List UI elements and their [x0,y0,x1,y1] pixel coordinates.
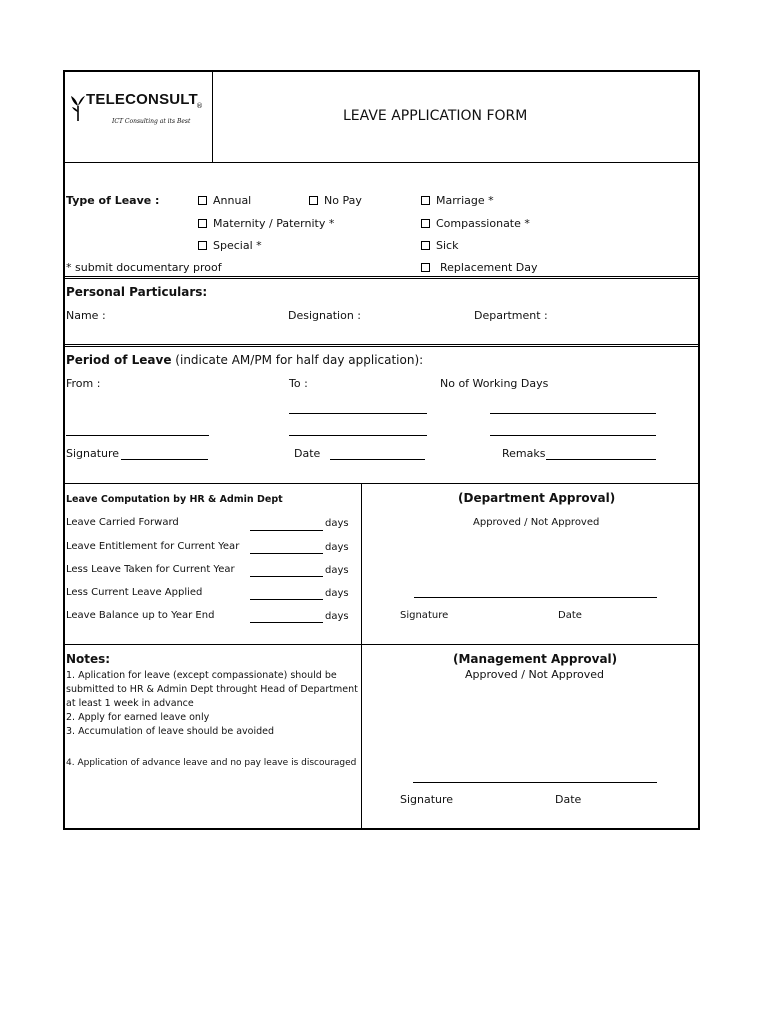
option-label: No Pay [324,194,362,207]
days-input-line[interactable] [250,576,323,577]
days-unit: days [325,518,349,529]
leave-option-special[interactable] [198,239,262,252]
option-label: Annual [213,194,252,207]
documentary-proof-note: * submit documentary proof [66,261,222,274]
option-label: Compassionate * [436,217,530,230]
option-label: Replacement Day [440,261,538,274]
divider [361,483,362,830]
leave-option-maternity[interactable] [198,217,334,230]
note-item: 4. Application of advance leave and no pay leave is discouraged [66,758,357,768]
mgmt-approval-status: Approved / Not Approved [465,668,604,681]
dept-date-label: Date [558,610,582,621]
dept-signature-line[interactable] [414,597,657,598]
computation-row: Leave Entitlement for Current Year [66,541,240,552]
days-unit: days [325,588,349,599]
mgmt-signature-line[interactable] [413,782,657,783]
mgmt-approval-heading: (Management Approval) [453,652,618,666]
personal-heading: Personal Particulars: [66,285,208,299]
page-title: LEAVE APPLICATION FORM [343,108,528,124]
logo-text: TELECONSULT [86,91,198,108]
divider [212,70,213,162]
leave-option-replacement[interactable] [421,261,538,274]
from-date-line[interactable] [66,435,209,436]
period-heading [66,353,423,367]
checkbox-icon[interactable] [421,263,430,272]
notes-heading: Notes: [66,652,111,666]
dept-signature-label: Signature [400,610,449,621]
option-label: Marriage * [436,194,494,207]
logo-tagline: ICT Consulting at its Best [112,118,191,125]
checkbox-icon[interactable] [198,219,207,228]
days-input-line[interactable] [250,553,323,554]
divider [63,162,700,163]
option-label: Special * [213,239,262,252]
logo-icon [70,94,86,122]
checkbox-icon[interactable] [421,219,430,228]
name-label: Name : [66,309,106,322]
registered-mark: ® [196,102,203,110]
to-date-line-2[interactable] [289,435,427,436]
checkbox-icon[interactable] [421,241,430,250]
days-input-line[interactable] [250,622,323,623]
period-heading-text: Period of Leave [66,353,172,367]
leave-type-label: Type of Leave : [66,194,160,207]
divider [63,278,700,279]
checkbox-icon[interactable] [198,241,207,250]
remarks-line[interactable] [546,459,656,460]
leave-option-compassionate[interactable] [421,217,530,230]
option-label: Maternity / Paternity * [213,217,335,230]
leave-option-marriage[interactable] [421,194,494,207]
computation-row: Leave Carried Forward [66,517,179,528]
note-item: 2. Apply for earned leave only [66,712,210,723]
date-line[interactable] [330,459,425,460]
from-label: From : [66,377,101,390]
divider [63,346,700,347]
note-item: 3. Accumulation of leave should be avoided [66,726,274,737]
mgmt-signature-label: Signature [400,793,454,806]
divider [63,276,700,277]
period-heading-note: (indicate AM/PM for half day application): [175,353,424,367]
option-label: Sick [436,239,459,252]
leave-option-annual[interactable] [198,194,251,207]
working-days-label: No of Working Days [440,377,549,390]
signature-label: Signature [66,447,120,460]
mgmt-date-label: Date [555,793,582,806]
to-label: To : [289,377,308,390]
divider [63,483,700,484]
checkbox-icon[interactable] [309,196,318,205]
divider [63,344,700,345]
computation-row: Leave Balance up to Year End [66,610,215,621]
signature-line[interactable] [121,459,208,460]
working-days-line-2[interactable] [490,435,656,436]
dept-approval-status: Approved / Not Approved [473,517,600,528]
note-item: 1. Aplication for leave (except compassionate) should be submitted to HR & Admin Dept throught Head of Department at least 1 week in advance [66,670,358,709]
divider [63,644,700,645]
remarks-label: Remaks [502,447,546,460]
leave-option-sick[interactable] [421,239,458,252]
computation-row: Less Current Leave Applied [66,587,203,598]
days-input-line[interactable] [250,530,323,531]
leave-option-no-pay[interactable] [309,194,362,207]
days-unit: days [325,542,349,553]
days-input-line[interactable] [250,599,323,600]
to-date-line[interactable] [289,413,427,414]
dept-approval-heading: (Department Approval) [458,491,616,505]
checkbox-icon[interactable] [198,196,207,205]
working-days-line[interactable] [490,413,656,414]
department-label: Department : [474,309,548,322]
computation-row: Less Leave Taken for Current Year [66,564,235,575]
date-label: Date [294,447,321,460]
designation-label: Designation : [288,309,361,322]
days-unit: days [325,565,349,576]
computation-heading: Leave Computation by HR & Admin Dept [66,494,283,505]
days-unit: days [325,611,349,622]
checkbox-icon[interactable] [421,196,430,205]
